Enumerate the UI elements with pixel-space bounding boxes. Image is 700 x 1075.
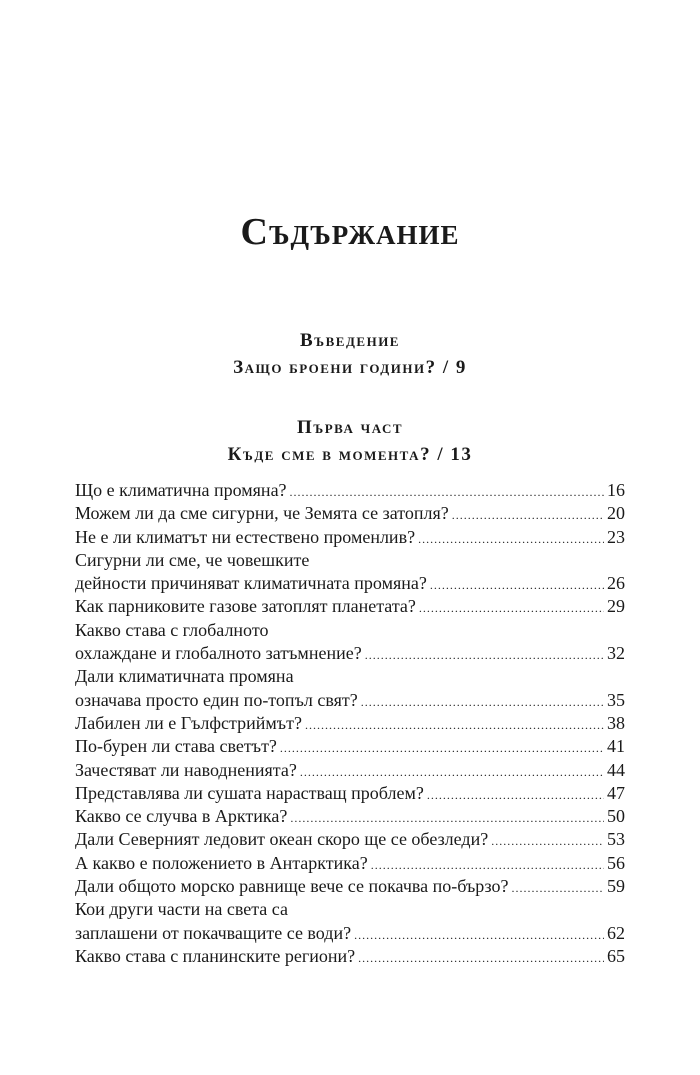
toc-entry[interactable] <box>75 502 625 525</box>
toc-entry-title-line: Сигурни ли сме, че човешките <box>75 549 310 570</box>
toc-page-number: 62 <box>607 922 625 943</box>
toc-page-number: 41 <box>607 736 625 757</box>
toc-page-number: 38 <box>607 712 625 733</box>
toc-page-number: 16 <box>607 480 625 500</box>
toc-entry[interactable] <box>75 759 625 782</box>
toc-entry-title: Как парниковите газове затоплят планетата? <box>75 596 416 617</box>
toc-entry-row <box>75 922 625 945</box>
intro-subtitle: Защо броени години? / 9 <box>233 357 467 378</box>
toc-entry-row <box>75 852 625 875</box>
toc-entry[interactable] <box>75 945 625 968</box>
toc-page-number: 44 <box>607 759 625 780</box>
toc-entry-title: Зачестяват ли наводненията? <box>75 759 297 780</box>
toc-dot-leader <box>290 481 604 504</box>
part1-label: Първа част <box>297 417 403 438</box>
toc-entry-title: А какво е положението в Антарктика? <box>75 852 368 873</box>
toc-dot-leader <box>354 924 604 947</box>
toc-entry[interactable] <box>75 805 625 828</box>
toc-entry-title-line: Кои други части на света са <box>75 899 288 920</box>
toc-entry-row <box>75 875 625 898</box>
toc-entry-title: заплашени от покачващите се води? <box>75 922 352 943</box>
toc-entry[interactable] <box>75 898 625 945</box>
toc-entry-row <box>75 526 625 549</box>
toc-entry-title: Що е климатична промяна? <box>75 480 287 500</box>
intro-section-heading <box>0 327 700 381</box>
toc-entry-title: означава просто един по-топъл свят? <box>75 689 358 710</box>
toc-entry-title: дейности причиняват климатичната промяна? <box>75 573 427 594</box>
toc-page-number: 53 <box>607 829 625 850</box>
toc-entry[interactable] <box>75 828 625 851</box>
toc-entry[interactable] <box>75 665 625 712</box>
toc-dot-leader <box>358 947 604 970</box>
toc-dot-leader <box>491 830 604 853</box>
page-title: Съдържание <box>240 211 460 253</box>
intro-label: Въведение <box>300 330 400 351</box>
toc-dot-leader <box>280 737 604 760</box>
toc-entry-title: Дали Северният ледовит океан скоро ще се обезледи? <box>75 829 489 850</box>
toc-dot-leader <box>300 761 604 784</box>
toc-dot-leader <box>511 877 604 900</box>
toc-page-number: 50 <box>607 806 625 827</box>
toc-entry-row <box>75 782 625 805</box>
toc-entry-row <box>75 805 625 828</box>
toc-entry[interactable] <box>75 595 625 618</box>
toc-dot-leader <box>427 784 604 807</box>
toc-entry-title: По-бурен ли става светът? <box>75 736 277 757</box>
toc-page-number: 59 <box>607 876 625 897</box>
table-of-contents <box>75 479 625 968</box>
toc-entry[interactable] <box>75 735 625 758</box>
toc-entry-row <box>75 689 625 712</box>
part1-subtitle: Къде сме в момента? / 13 <box>227 444 473 465</box>
toc-dot-leader <box>419 597 604 620</box>
toc-dot-leader <box>452 504 604 527</box>
toc-entry-row <box>75 759 625 782</box>
toc-dot-leader <box>418 528 604 551</box>
toc-dot-leader <box>290 807 604 830</box>
toc-entry-title: Лабилен ли е Гълфстриймът? <box>75 712 302 733</box>
toc-page-number: 29 <box>607 596 625 617</box>
toc-entry[interactable] <box>75 526 625 549</box>
toc-dot-leader <box>361 691 604 714</box>
toc-entry-row <box>75 945 625 968</box>
toc-dot-leader <box>430 574 604 597</box>
toc-entry-title-line: Какво става с глобалното <box>75 619 269 640</box>
toc-entry-row <box>75 642 625 665</box>
toc-dot-leader <box>371 854 604 877</box>
toc-page-number: 23 <box>607 526 625 547</box>
toc-entry-row <box>75 735 625 758</box>
toc-entry-title: Дали общото морско равнище вече се покачва по-бързо? <box>75 876 509 897</box>
toc-entry-title: Какво се случва в Арктика? <box>75 806 288 827</box>
toc-entry[interactable] <box>75 852 625 875</box>
toc-entry-title: Можем ли да сме сигурни, че Земята се затопля? <box>75 503 449 524</box>
toc-entry[interactable] <box>75 782 625 805</box>
toc-entry-row <box>75 502 625 525</box>
toc-page-number: 65 <box>607 945 625 966</box>
toc-page-number: 32 <box>607 643 625 664</box>
toc-page-number: 56 <box>607 852 625 873</box>
toc-dot-leader <box>365 644 604 667</box>
toc-entry-title: Какво става с планинските региони? <box>75 945 356 966</box>
toc-page-number: 20 <box>607 503 625 524</box>
toc-dot-leader <box>305 714 604 737</box>
toc-entry-title: охлаждане и глобалното затъмнение? <box>75 643 362 664</box>
toc-entry[interactable] <box>75 712 625 735</box>
toc-entry-row <box>75 828 625 851</box>
toc-entry-row <box>75 712 625 735</box>
toc-entry-row <box>75 479 625 502</box>
toc-entry[interactable] <box>75 549 625 596</box>
toc-entry-row <box>75 572 625 595</box>
toc-entry[interactable] <box>75 875 625 898</box>
toc-page-number: 35 <box>607 689 625 710</box>
toc-page-number: 47 <box>607 782 625 803</box>
part1-section-heading <box>0 414 700 468</box>
toc-entry-title-line: Дали климатичната промяна <box>75 666 294 687</box>
toc-entry-row <box>75 595 625 618</box>
toc-entry[interactable] <box>75 479 625 502</box>
toc-entry-title: Не е ли климатът ни естествено променлив? <box>75 526 416 547</box>
toc-entry-title: Представлява ли сушата нарастващ проблем? <box>75 782 424 803</box>
toc-page-number: 26 <box>607 573 625 594</box>
toc-entry[interactable] <box>75 619 625 666</box>
